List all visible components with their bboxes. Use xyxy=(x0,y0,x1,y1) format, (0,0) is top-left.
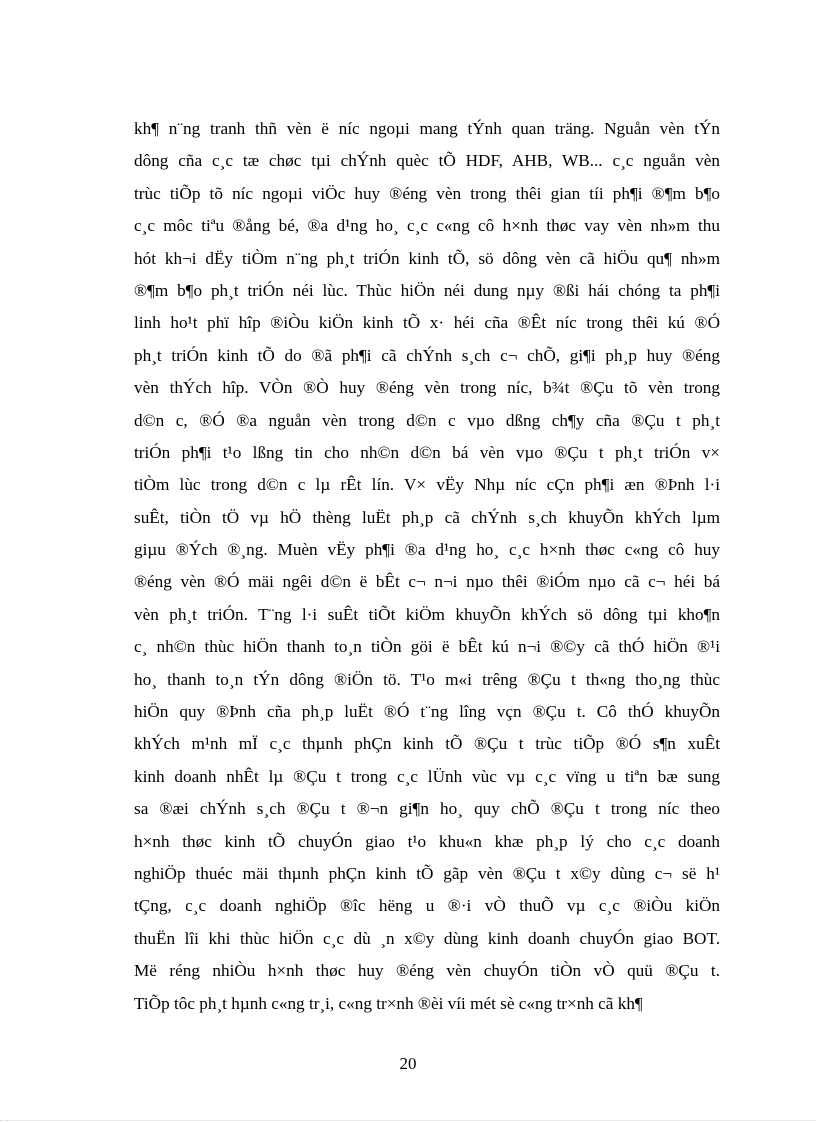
text-line: ®éng vèn ®Ó mäi ngêi d©n ë bÊt c¬ n¬i nµo thêi ®iÓm nµo cã c¬ héi bá xyxy=(134,572,720,592)
text-line: hiÖn quy ®Þnh cña ph¸p luËt ®Ó t¨ng lîng vçn ®Çu t. Cô thÓ khuyÕn xyxy=(134,702,720,722)
text-line: d©n c, ®Ó ®a nguån vèn trong d©n c vµo dßng ch¶y cña ®Çu t ph¸t xyxy=(134,410,720,430)
text-line: suÊt, tiÒn tÖ vµ hÖ thèng luËt ph¸p cã chÝnh s¸ch khuyÕn khÝch lµm xyxy=(134,507,720,527)
body-text xyxy=(134,113,720,1020)
text-line: trùc tiÕp tõ níc ngoµi viÖc huy ®éng vèn trong thêi gian tíi ph¶i ®¶m b¶o xyxy=(134,183,720,203)
text-line: hót kh¬i dËy tiÒm n¨ng ph¸t triÓn kinh tÕ, sö dông vèn cã hiÖu qu¶ nh»m xyxy=(134,248,720,268)
text-line: ho¸ thanh to¸n tÝn dông ®iÖn tö. T¹o m«i trêng ®Çu t th«ng tho¸ng thùc xyxy=(134,669,720,689)
page-number: 20 xyxy=(399,1054,417,1073)
text-line: c¸c môc tiªu ®ång bé, ®a d¹ng ho¸ c¸c c«ng cô h×nh thøc vay vèn nh»m thu xyxy=(134,216,720,236)
text-line: c¸ nh©n thùc hiÖn thanh to¸n tiÒn göi ë bÊt kú n¬i ®©y cã thÓ hiÖn ®¹i xyxy=(134,637,720,657)
text-line: tiÒm lùc trong d©n c lµ rÊt lín. V× vËy Nhµ níc cÇn ph¶i æn ®Þnh l·i xyxy=(134,475,720,495)
text-line: khÝch m¹nh mÏ c¸c thµnh phÇn kinh tÕ ®Çu t trùc tiÕp ®Ó s¶n xuÊt xyxy=(134,734,720,754)
text-line: tÇng, c¸c doanh nghiÖp ®îc hëng u ®·i vÒ thuÕ vµ c¸c ®iÒu kiÖn xyxy=(134,896,720,916)
text-line: h×nh thøc kinh tÕ chuyÓn giao t¹o khu«n khæ ph¸p lý cho c¸c doanh xyxy=(134,831,720,851)
text-line: vèn ph¸t triÓn. T¨ng l·i suÊt tiÕt kiÖm khuyÕn khÝch sö dông tµi kho¶n xyxy=(134,604,720,624)
text-line: triÓn ph¶i t¹o lßng tin cho nh©n d©n bá vèn vµo ®Çu t ph¸t triÓn v× xyxy=(134,442,720,462)
text-line: dông cña c¸c tæ chøc tµi chÝnh quèc tÕ HDF, AHB, WB... c¸c nguån vèn xyxy=(134,151,720,171)
text-line: giµu ®Ých ®¸ng. Muèn vËy ph¶i ®a d¹ng ho¸ c¸c h×nh thøc c«ng cô huy xyxy=(134,540,720,560)
text-line: kh¶ n¨ng tranh thñ vèn ë níc ngoµi mang tÝnh quan träng. Nguån vèn tÝn xyxy=(134,119,720,138)
text-line: TiÕp tôc ph¸t hµnh c«ng tr¸i, c«ng tr×nh ®èi víi mét sè c«ng tr×nh cã kh¶ xyxy=(134,993,643,1013)
text-line: ph¸t triÓn kinh tÕ do ®ã ph¶i cã chÝnh s¸ch c¬ chÕ, gi¶i ph¸p huy ®éng xyxy=(134,345,720,365)
text-line: kinh doanh nhÊt lµ ®Çu t trong c¸c lÜnh vùc vµ c¸c vïng u tiªn bæ sung xyxy=(134,766,720,786)
text-line: vèn thÝch hîp. VÒn ®Ò huy ®éng vèn trong níc, b¾t ®Çu tõ vèn trong xyxy=(134,378,720,398)
page-edge-divider xyxy=(0,1120,816,1121)
text-line: nghiÖp thuéc mäi thµnh phÇn kinh tÕ gãp vèn ®Çu t x©y dùng c¬ së h¹ xyxy=(134,863,720,883)
text-line: thuËn lîi khi thùc hiÖn c¸c dù ¸n x©y dùng kinh doanh chuyÓn giao BOT. xyxy=(134,928,720,948)
text-line: Më réng nhiÒu h×nh thøc huy ®éng vèn chuyÓn tiÒn vÒ quü ®Çu t. xyxy=(134,961,720,981)
text-line: sa ®æi chÝnh s¸ch ®Çu t ®¬n gi¶n ho¸ quy chÕ ®Çu t trong níc theo xyxy=(134,799,720,819)
text-line: linh ho¹t phï hîp ®iÒu kiÖn kinh tÕ x· héi cña ®Êt níc trong thêi kú ®Ó xyxy=(134,313,720,333)
text-line: ®¶m b¶o ph¸t triÓn néi lùc. Thùc hiÖn néi dung nµy ®ßi hái chóng ta ph¶i xyxy=(134,280,720,300)
